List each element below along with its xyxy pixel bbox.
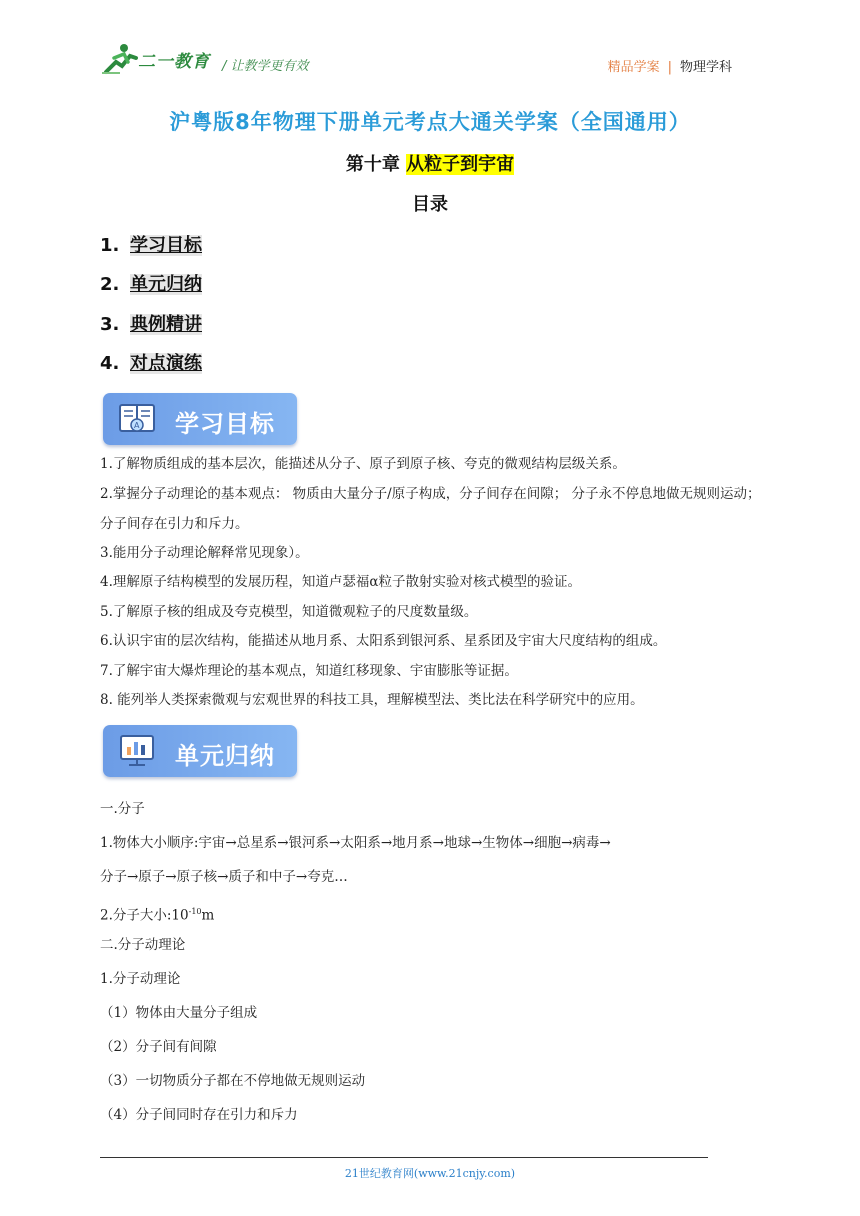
toc-item <box>100 270 202 296</box>
footer-divider <box>100 1157 708 1158</box>
objective-item: 2.掌握分子动理论的基本观点： 物质由大量分子/原子构成，分子间存在间隙； 分子永不停息地做无规则运动； 分子间存在引力和斥力。 <box>100 486 761 532</box>
toc-item <box>100 310 202 336</box>
brand-name: 二一教育 <box>138 52 210 72</box>
toc-number: 3. <box>100 314 120 335</box>
svg-text:A: A <box>134 421 140 430</box>
chapter-heading <box>0 150 860 176</box>
objective-item: 6.认识宇宙的层次结构，能描述从地月系、太阳系到银河系、星系团及宇宙大尺度结构的组成。 <box>100 633 667 649</box>
book-icon <box>117 401 157 437</box>
section-banner-summary <box>103 725 297 777</box>
header-separator: | <box>667 60 672 75</box>
toc-number: 1. <box>100 235 120 256</box>
size-unit: m <box>201 907 215 924</box>
header-subject: 物理学科 <box>679 60 732 75</box>
toc-link-objectives[interactable]: 学习目标 <box>130 235 202 256</box>
toc-number: 4. <box>100 353 120 374</box>
summary-heading: 一.分子 <box>100 801 145 817</box>
objective-item: 5.了解原子核的组成及夸克模型，知道微观粒子的尺度数量级。 <box>100 604 478 620</box>
objective-item: 1.了解物质组成的基本层次，能描述从分子、原子到原子核、夸克的微观结构层级关系。 <box>100 456 626 472</box>
summary-line: 分子→原子→原子核→质子和中子→夸克… <box>100 869 348 885</box>
size-exponent: -10 <box>188 907 202 916</box>
summary-heading: 二.分子动理论 <box>100 937 186 953</box>
banner-label: 单元归纳 <box>175 742 275 770</box>
toc-item <box>100 231 202 257</box>
objective-item: 4.理解原子结构模型的发展历程，知道卢瑟福α粒子散射实验对核式模型的验证。 <box>100 574 581 590</box>
toc-title: 目录 <box>412 194 448 215</box>
monitor-chart-icon <box>117 733 157 769</box>
footer-text: 21世纪教育网(www.21cnjy.com) <box>344 1167 516 1180</box>
summary-line: 1.物体大小顺序:宇宙→总星系→银河系→太阳系→地月系→地球→生物体→细胞→病毒→ <box>100 835 611 851</box>
objective-item: 8. 能列举人类探索微观与宏观世界的科技工具，理解模型法、类比法在科学研究中的应用。 <box>100 692 644 708</box>
summary-list-item: （1）物体由大量分子组成 <box>100 1005 258 1021</box>
objective-item: 7.了解宇宙大爆炸理论的基本观点，知道红移现象、宇宙膨胀等证据。 <box>100 663 518 679</box>
chapter-prefix: 第十章 <box>345 154 400 175</box>
summary-list-item: （4）分子间同时存在引力和斥力 <box>100 1107 298 1123</box>
summary-line: 1.分子动理论 <box>100 971 181 987</box>
header-tag: 精品学案 <box>607 60 660 75</box>
toc-item <box>100 349 202 375</box>
header-tags <box>608 56 732 75</box>
runner-logo-icon <box>100 42 140 76</box>
summary-size-line <box>100 897 760 931</box>
toc-number: 2. <box>100 274 120 295</box>
toc-link-summary[interactable]: 单元归纳 <box>130 274 202 295</box>
summary-list-item: （2）分子间有间隙 <box>100 1039 217 1055</box>
banner-label: 学习目标 <box>175 410 275 438</box>
brand-slogan: / 让教学更有效 <box>222 59 309 74</box>
document-title: 沪粤版8年物理下册单元考点大通关学案（全国通用） <box>169 110 691 134</box>
toc-link-examples[interactable]: 典例精讲 <box>130 314 202 335</box>
objective-item: 3.能用分子动理论解释常见现象）。 <box>100 545 309 561</box>
section-banner-objectives <box>103 393 297 445</box>
size-prefix: 2.分子大小:10 <box>100 907 189 924</box>
chapter-name: 从粒子到宇宙 <box>406 154 515 175</box>
summary-list-item: （3）一切物质分子都在不停地做无规则运动 <box>100 1073 366 1089</box>
toc-link-practice[interactable]: 对点演练 <box>130 353 202 374</box>
